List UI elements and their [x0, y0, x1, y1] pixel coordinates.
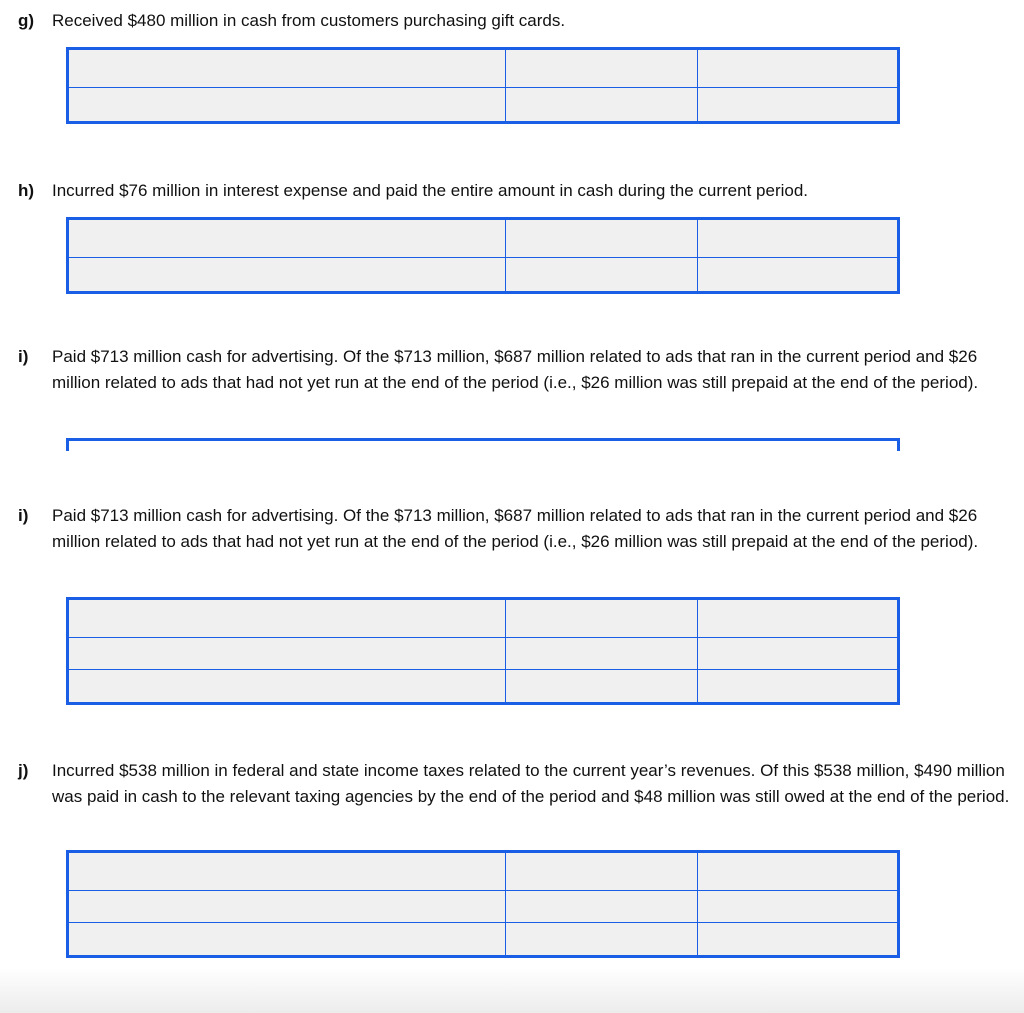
table-row: [69, 220, 897, 257]
question-h: [18, 178, 1014, 204]
debit-cell[interactable]: [505, 220, 697, 257]
table-row: [69, 853, 897, 890]
question-label: h): [18, 181, 35, 200]
debit-cell[interactable]: [505, 853, 697, 890]
journal-entry-table-j: [66, 850, 900, 958]
account-cell[interactable]: [69, 258, 505, 291]
table-row: [69, 600, 897, 637]
account-cell[interactable]: [69, 600, 505, 637]
credit-cell[interactable]: [697, 258, 897, 291]
table-row: [69, 890, 897, 922]
journal-entry-table-i: [66, 597, 900, 705]
account-cell[interactable]: [69, 220, 505, 257]
question-label: i): [18, 347, 29, 366]
debit-cell[interactable]: [505, 923, 697, 955]
account-cell[interactable]: [69, 50, 505, 87]
table-left-border: [66, 438, 69, 451]
question-text: Incurred $76 million in interest expense and paid the entire amount in cash during the current period.: [52, 181, 809, 200]
debit-cell[interactable]: [505, 891, 697, 922]
table-row: [69, 637, 897, 669]
table-row: [69, 669, 897, 702]
question-i-first: [18, 344, 1014, 396]
question-label: j): [18, 761, 29, 780]
credit-cell[interactable]: [697, 50, 897, 87]
page-bottom-shadow: [0, 968, 1024, 1013]
account-cell[interactable]: [69, 891, 505, 922]
credit-cell[interactable]: [697, 88, 897, 121]
debit-cell[interactable]: [505, 88, 697, 121]
table-top-border: [66, 438, 900, 441]
account-cell[interactable]: [69, 638, 505, 669]
table-right-border: [897, 438, 900, 451]
table-row: [69, 922, 897, 955]
account-cell[interactable]: [69, 670, 505, 702]
credit-cell[interactable]: [697, 853, 897, 890]
credit-cell[interactable]: [697, 220, 897, 257]
debit-cell[interactable]: [505, 670, 697, 702]
question-j: [18, 758, 1014, 810]
journal-entry-table-h: [66, 217, 900, 294]
table-row: [69, 257, 897, 291]
clipped-table-top-edge: [66, 438, 900, 451]
debit-cell[interactable]: [505, 258, 697, 291]
question-text: Incurred $538 million in federal and state income taxes related to the current year’s revenues. Of this $538 million, $490 million was paid in cash to the relevant taxing agencies by the end of the period and $48 million was still owed at the end of the period.: [52, 761, 1010, 806]
credit-cell[interactable]: [697, 638, 897, 669]
debit-cell[interactable]: [505, 600, 697, 637]
question-g: [18, 8, 1014, 34]
credit-cell[interactable]: [697, 600, 897, 637]
question-label: g): [18, 11, 35, 30]
account-cell[interactable]: [69, 923, 505, 955]
account-cell[interactable]: [69, 853, 505, 890]
table-row: [69, 87, 897, 121]
question-text: Received $480 million in cash from customers purchasing gift cards.: [52, 11, 566, 30]
question-text: Paid $713 million cash for advertising. Of the $713 million, $687 million related to ads that ran in the current period and $26 million related to ads that had not yet run at the end of the period (i.e., $26 million was still prepaid at the end of the period).: [52, 347, 979, 392]
debit-cell[interactable]: [505, 638, 697, 669]
credit-cell[interactable]: [697, 670, 897, 702]
credit-cell[interactable]: [697, 891, 897, 922]
journal-entry-table-g: [66, 47, 900, 124]
question-label: i): [18, 506, 29, 525]
credit-cell[interactable]: [697, 923, 897, 955]
question-text: Paid $713 million cash for advertising. Of the $713 million, $687 million related to ads that ran in the current period and $26 million related to ads that had not yet run at the end of the period (i.e., $26 million was still prepaid at the end of the period).: [52, 506, 979, 551]
account-cell[interactable]: [69, 88, 505, 121]
debit-cell[interactable]: [505, 50, 697, 87]
question-i-second: [18, 503, 1014, 555]
table-row: [69, 50, 897, 87]
